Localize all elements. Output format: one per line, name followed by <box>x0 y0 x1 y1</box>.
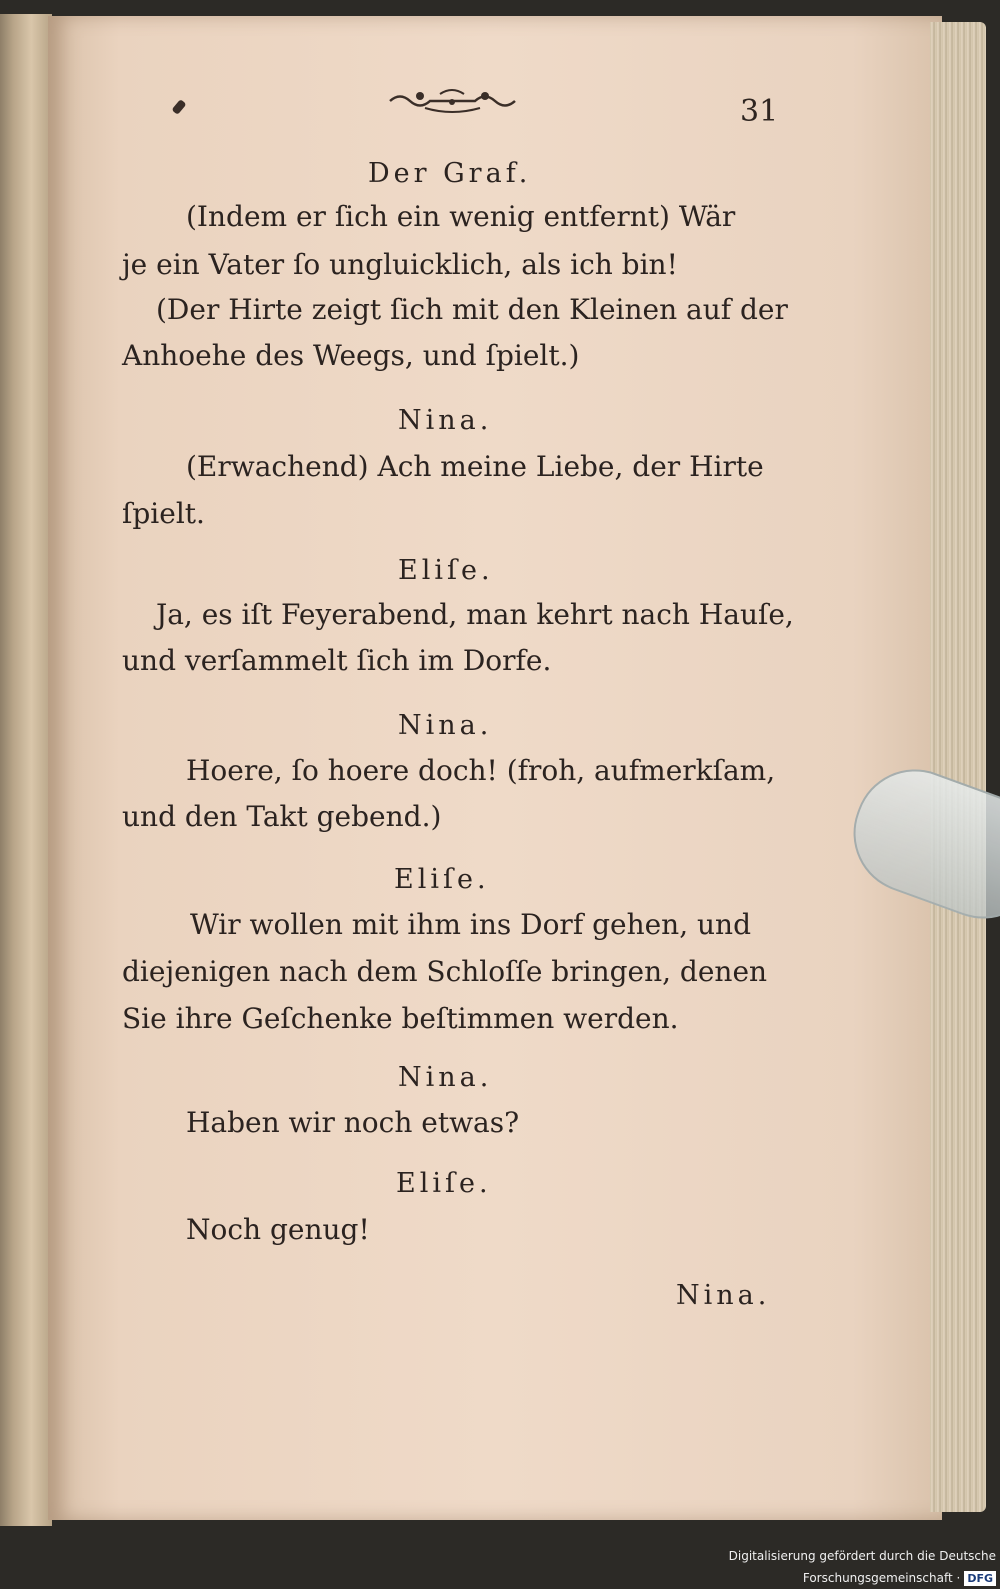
ornament-vignette <box>385 84 520 118</box>
speaker-elise: Eliſe. <box>398 555 494 586</box>
speaker-nina: Nina. <box>398 710 493 741</box>
credit-text: Digitalisierung gefördert durch die Deutsche Forschungsgemeinschaft · <box>728 1549 996 1585</box>
text-line: Wir wollen mit ihm ins Dorf gehen, und <box>190 908 751 941</box>
speaker-nina: Nina. <box>398 1062 493 1093</box>
text-line: Ja, es iſt Feyerabend, man kehrt nach Hauſe, <box>156 598 794 631</box>
text-line: Hoere, ſo hoere doch! (froh, aufmerkſam, <box>186 754 776 787</box>
catchword: Nina. <box>676 1280 771 1311</box>
speaker-elise: Eliſe. <box>396 1168 492 1199</box>
text-line: ſpielt. <box>122 497 205 530</box>
text-line: (Der Hirte zeigt ſich mit den Kleinen auf der <box>156 293 788 326</box>
text-line: und den Takt gebend.) <box>122 800 442 833</box>
digitization-credit <box>576 1545 1000 1585</box>
speaker-der-graf: Der Graf. <box>368 158 532 189</box>
text-line: Sie ihre Geſchenke beſtimmen werden. <box>122 1002 679 1035</box>
speaker-elise: Eliſe. <box>394 864 490 895</box>
text-line: und verſammelt ſich im Dorfe. <box>122 644 552 677</box>
page-number: 31 <box>740 94 779 129</box>
speaker-nina: Nina. <box>398 405 493 436</box>
text-line: Noch genug! <box>186 1213 370 1246</box>
text-line: Anhoehe des Weegs, und ſpielt.) <box>122 339 580 372</box>
text-line: diejenigen nach dem Schloſſe bringen, denen <box>122 955 768 988</box>
dfg-logo: DFG <box>964 1571 996 1586</box>
text-line: (Erwachend) Ach meine Liebe, der Hirte <box>186 450 764 483</box>
text-line: (Indem er ſich ein wenig entfernt) Wär <box>186 200 736 233</box>
page-stack-edge <box>930 22 986 1512</box>
text-line: Haben wir noch etwas? <box>186 1106 520 1139</box>
text-line: je ein Vater ſo ungluicklich, als ich bin! <box>122 248 678 281</box>
left-page-edge <box>0 14 52 1526</box>
